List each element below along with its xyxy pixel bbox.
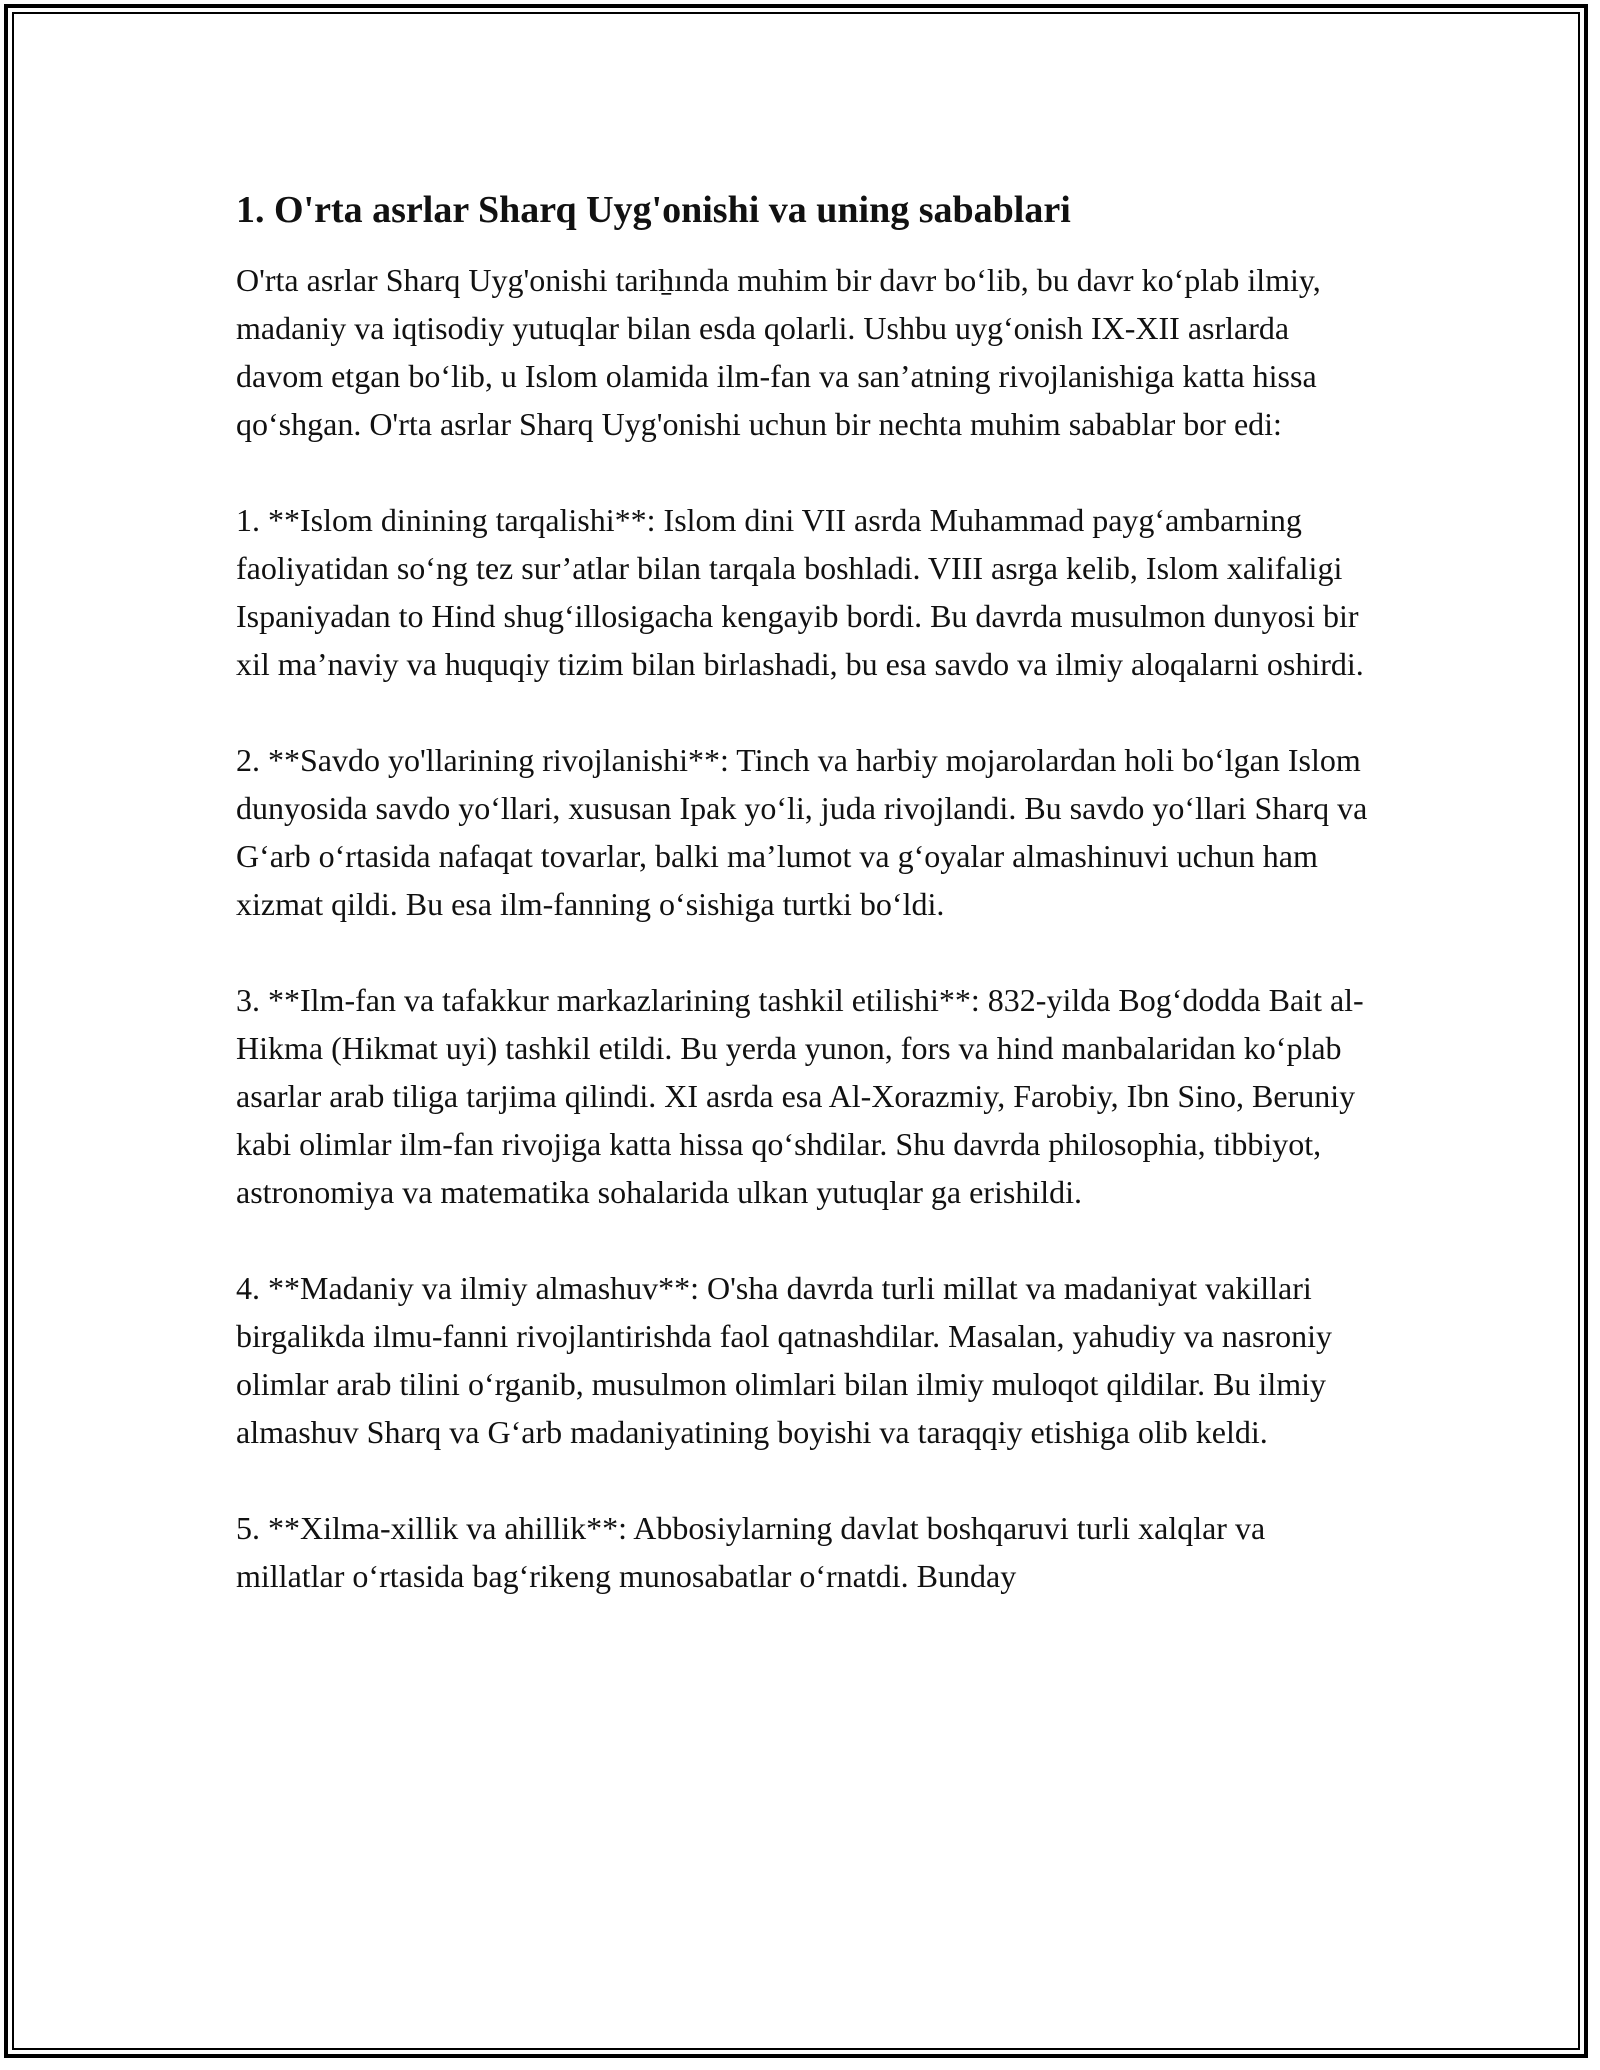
document-title: 1. O'rta asrlar Sharq Uyg'onishi va uning sabablari bbox=[236, 189, 1071, 231]
reason-5-paragraph: 5. **Xilma-xillik va ahillik**: Abbosiylarning davlat boshqaruvi turli xalqlar va millatlar o‘rtasida bag‘rikeng munosabatlar o‘rnatdi. Bunday bbox=[236, 1510, 1266, 1594]
intro-paragraph: O'rta asrlar Sharq Uyg'onishi tariẖında muhim bir davr bo‘lib, bu davr ko‘plab ilmiy, madaniy va iqtisodiy yutuqlar bilan esda qolarli. Ushbu uyg‘onish IX-XII asrlarda davom etgan bo‘lib, u Islom olamida ilm-fan va san’atning rivojlanishiga katta hissa qo‘shgan. O'rta asrlar Sharq Uyg'onishi uchun bir nechta muhim sabablar bor edi: bbox=[236, 262, 1321, 442]
document-body bbox=[236, 186, 1376, 1648]
reason-4-paragraph: 4. **Madaniy va ilmiy almashuv**: O'sha davrda turli millat va madaniyat vakillari birgalikda ilmu-fanni rivojlantirishda faol qatnashdilar. Masalan, yahudiy va nasroniy olimlar arab tilini o‘rganib, musulmon olimlari bilan ilmiy muloqot qildilar. Bu ilmiy almashuv Sharq va G‘arb madaniyatining boyishi va taraqqiy etishiga olib keldi. bbox=[236, 1270, 1333, 1450]
reason-1-paragraph: 1. **Islom dinining tarqalishi**: Islom dini VII asrda Muhammad payg‘ambarning faoliyatidan so‘ng tez sur’atlar bilan tarqala boshladi. VIII asrga kelib, Islom xalifaligi Ispaniyadan to Hind shug‘illosigacha kengayib bordi. Bu davrda musulmon dunyosi bir xil ma’naviy va huquqiy tizim bilan birlashadi, bu esa savdo va ilmiy aloqalarni oshirdi. bbox=[236, 502, 1364, 682]
reason-2-paragraph: 2. **Savdo yo'llarining rivojlanishi**: Tinch va harbiy mojarolardan holi bo‘lgan Islom dunyosida savdo yo‘llari, xususan Ipak yo‘li, juda rivojlandi. Bu savdo yo‘llari Sharq va G‘arb o‘rtasida nafaqat tovarlar, balki ma’lumot va g‘oyalar almashinuvi uchun ham xizmat qildi. Bu esa ilm-fanning o‘sishiga turtki bo‘ldi. bbox=[236, 742, 1368, 922]
reason-3-paragraph: 3. **Ilm-fan va tafakkur markazlarining tashkil etilishi**: 832-yilda Bog‘dodda Bait al-Hikma (Hikmat uyi) tashkil etildi. Bu yerda yunon, fors va hind manbalaridan ko‘plab asarlar arab tiliga tarjima qilindi. XI asrda esa Al-Xorazmiy, Farobiy, Ibn Sino, Beruniy kabi olimlar ilm-fan rivojiga katta hissa qo‘shdilar. Shu davrda philosophia, tibbiyot, astronomiya va matematika sohalarida ulkan yutuqlar ga erishildi. bbox=[236, 982, 1364, 1210]
